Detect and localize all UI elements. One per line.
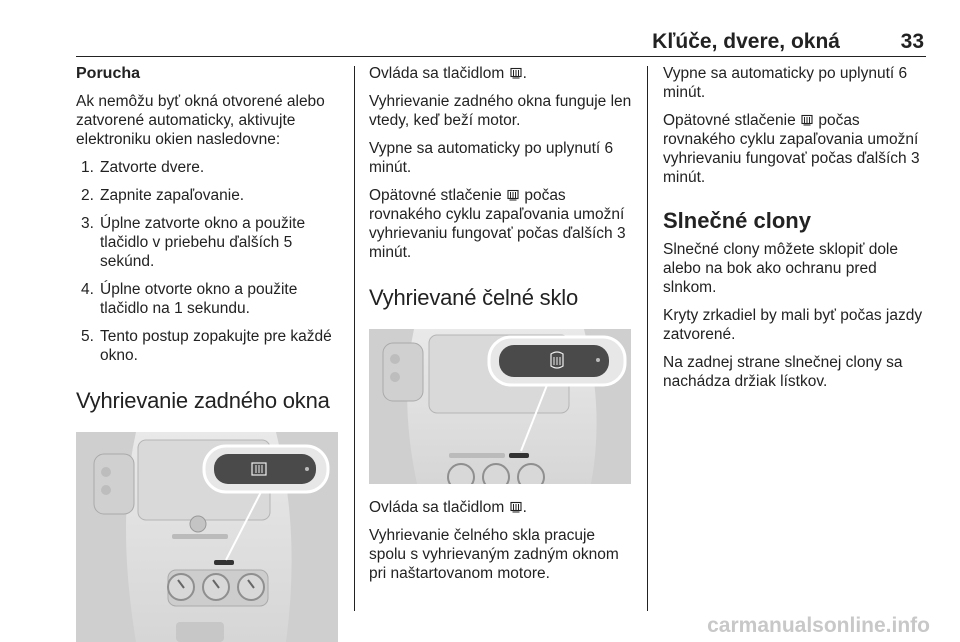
paragraph: Opätovné stlačenie počas rovnakého cyklu zapaľovania umožní vyhrievaniu fungovať počas ďalších 3 minút.	[663, 112, 920, 186]
paragraph: Ovláda sa tlačidlom .	[369, 65, 527, 82]
paragraph: Na zadnej strane slnečnej clony sa nachádza držiak lístkov.	[663, 354, 903, 390]
intro-paragraph: Ak nemôžu byť okná otvorené alebo zatvorené automaticky, aktivujte elektroniku okien nasledovne:	[76, 93, 325, 148]
watermark: carmanualsonline.info	[707, 614, 930, 637]
list-item: 4. Úplne otvorte okno a použite tlačidlo na 1 sekundu.	[81, 281, 298, 317]
paragraph: Slnečné clony môžete sklopiť dole alebo na bok ako ochranu pred slnkom.	[663, 241, 898, 296]
page-header-title: Kľúče, dvere, okná	[652, 30, 840, 53]
heated-windscreen-illustration	[369, 329, 631, 484]
rear-window-heating-illustration	[76, 432, 338, 642]
rear-window-heating-icon	[510, 67, 522, 79]
list-item: 3. Úplne zatvorte okno a použite tlačidlo v priebehu ďalších 5 sekúnd.	[81, 215, 306, 270]
paragraph: Kryty zrkadiel by mali byť počas jazdy zatvorené.	[663, 307, 923, 343]
heading-heated-windscreen: Vyhrievané čelné sklo	[369, 285, 578, 310]
column-1	[76, 64, 346, 642]
heading-rear-window-heating: Vyhrievanie zadného okna	[76, 388, 330, 413]
list-item: 1. Zatvorte dvere.	[81, 159, 205, 176]
steps-list	[76, 158, 346, 365]
page-number: 33	[900, 30, 924, 53]
paragraph: Opätovné stlačenie počas rovnakého cyklu zapaľovania umožní vyhrievaniu fungovať počas ďalších 3 minút.	[369, 187, 626, 261]
header-rule	[76, 56, 926, 57]
list-item: 5. Tento postup zopakujte pre každé okno.	[81, 328, 332, 364]
paragraph: Vypne sa automaticky po uplynutí 6 minút.	[663, 65, 908, 101]
heading-sun-visors: Slnečné clony	[663, 208, 811, 233]
windscreen-heating-icon	[510, 501, 522, 513]
rear-window-heating-icon	[801, 114, 813, 126]
paragraph: Ovláda sa tlačidlom .	[369, 499, 527, 516]
column-divider-2	[647, 66, 648, 611]
column-divider-1	[354, 66, 355, 611]
column-2	[369, 64, 635, 592]
rear-window-heating-icon	[507, 189, 519, 201]
subheading-porucha: Porucha	[76, 65, 141, 82]
paragraph: Vyhrievanie zadného okna funguje len vtedy, keď beží motor.	[369, 93, 632, 129]
paragraph: Vypne sa automaticky po uplynutí 6 minút.	[369, 140, 614, 176]
column-3	[663, 64, 928, 400]
paragraph: Vyhrievanie čelného skla pracuje spolu s vyhrievaným zadným oknom pri naštartovanom motore.	[369, 527, 619, 582]
list-item: 2. Zapnite zapaľovanie.	[81, 187, 245, 204]
